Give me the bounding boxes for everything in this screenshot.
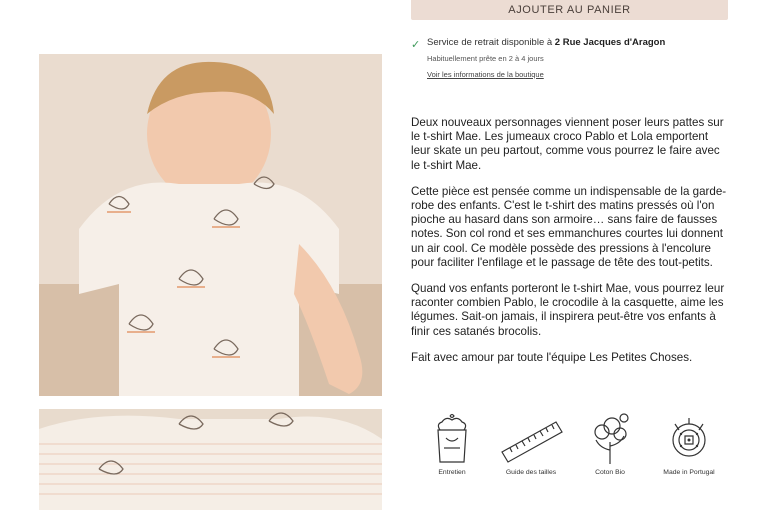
cotton-plant-icon <box>586 412 634 466</box>
feature-label: Coton Bio <box>595 469 625 476</box>
child-tshirt-illustration <box>39 54 382 396</box>
laundry-bucket-icon <box>428 412 476 466</box>
feature-entretien[interactable] <box>414 412 490 476</box>
product-photo-secondary[interactable] <box>39 409 382 510</box>
store-info-link[interactable]: Voir les informations de la boutique <box>427 70 544 79</box>
feature-coton-bio[interactable] <box>572 412 648 476</box>
product-features <box>414 412 734 492</box>
product-photo-main[interactable] <box>39 54 382 396</box>
description-paragraph: Quand vos enfants porteront le t-shirt Mae, vous pourrez leur raconter combien Pablo, le crocodile à la casquette, aime les légumes. Sait-on jamais, il inspirera peut-être vos enfants à finir ces satanés brocolis. <box>411 282 725 338</box>
store-address: 2 Rue Jacques d'Aragon <box>554 37 666 48</box>
description-paragraph: Deux nouveaux personnages viennent poser leurs pattes sur le t-shirt Mae. Les jumeaux croco Pablo et Lola emportent leur skate un peu partout, comme vous pourrez le faire avec le t-shirt Mae. <box>411 116 724 172</box>
product-description <box>411 116 729 377</box>
description-paragraph: Cette pièce est pensée comme un indispensable de la garde-robe des enfants. C'est le t-shirt des matins pressés où l'on pioche au hasard dans son armoire… sans faire de fausses notes. Son col rond et ses emmanchures courtes lui donnent un air cool. Ce modèle possède des pressions à l'encolure pour faciliter l'enfilage et le passage de tête des tout-petits. <box>411 184 727 269</box>
feature-label: Entretien <box>438 469 466 476</box>
description-paragraph: Fait avec amour par toute l'équipe Les Petites Choses. <box>411 350 693 364</box>
tshirt-detail-illustration <box>39 409 382 510</box>
add-to-cart-button[interactable]: AJOUTER AU PANIER <box>411 0 728 20</box>
pickup-service-text: Service de retrait disponible à 2 Rue Jacques d'Aragon <box>427 37 666 48</box>
feature-label: Guide des tailles <box>505 469 557 476</box>
portugal-emblem-icon <box>665 412 713 466</box>
feature-guide-tailles[interactable] <box>493 412 569 476</box>
feature-label: Made in Portugal <box>663 469 715 476</box>
ruler-icon <box>496 412 566 466</box>
check-icon: ✓ <box>411 39 421 51</box>
feature-made-in-portugal[interactable] <box>651 412 727 476</box>
pickup-ready-time: Habituellement prête en 2 à 4 jours <box>427 54 544 63</box>
